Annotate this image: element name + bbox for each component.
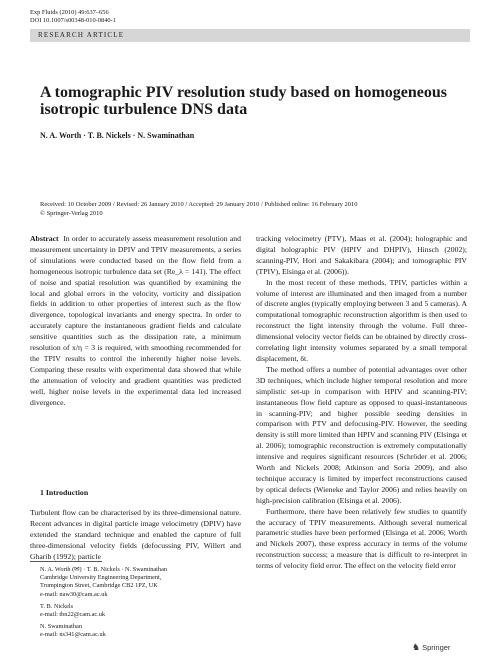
copyright-notice: © Springer-Verlag 2010 <box>40 209 103 217</box>
introduction-paragraph <box>30 508 241 563</box>
article-type-label: RESEARCH ARTICLE <box>38 30 125 39</box>
abstract-label: Abstract <box>30 234 59 243</box>
right-column <box>256 234 467 572</box>
paper-title: A tomographic PIV resolution study based on homogeneous isotropic turbulence DNS data <box>40 84 448 118</box>
footnote-email-nickels[interactable]: e-mail: tbn22@cam.ac.uk <box>40 611 106 619</box>
footnote-email-worth[interactable]: e-mail: naw30@cam.ac.uk <box>40 590 108 598</box>
received-dates: Received: 10 October 2009 / Revised: 26 January 2010 / Accepted: 29 January 2010 / Published online: 16 February 2010 <box>40 201 358 208</box>
right-paragraph-3: The method offers a number of potential advantages over other 3D techniques, which include higher temporal resolution and more simplistic set-up in comparison with HPIV and scanning-PIV; instantaneous flow field capture as opposed to quasi-instantaneous in scanning-PIV; and higher possible seeding densities in comparison with PTV and defocusing-PIV. However, the seeding density is still more limited than HPIV and scanning PIV (Elsinga et al. 2006); tomographic reconstruction is extremely computationally intensive and requires significant resources (Schröder et al. 2006; Worth and Nickels 2008; Atkinson and Soria 2009), and also technique accuracy is limited by imperfect reconstructions caused by optical defects (Wieneke and Taylor 2006) and relies heavily on high-precision calibration (Elsinga et al. 2006). <box>256 364 467 505</box>
journal-doi: DOI 10.1007/s00348-010-0840-1 <box>30 17 116 25</box>
publisher-name: Springer <box>422 643 451 652</box>
introduction-heading: 1 Introduction <box>40 488 89 497</box>
article-type-bar <box>30 29 470 42</box>
footnote-authors: N. A. Worth (✉) · T. B. Nickels · N. Swaminathan <box>40 566 168 573</box>
publisher-footer <box>412 642 450 653</box>
right-paragraph-2: In the most recent of these methods, TPIV, particles within a volume of interest are illuminated and then imaged from a number of discrete angles (typically employing between 3 and 5 cameras). A computational tomographic reconstruction algorithm is then used to reconstruct the light intensity through the volume. Full three-dimensional velocity vector fields can be obtained by directly cross-correlating light intensity volumes separated by a small temporal displacement, δt. <box>256 277 467 363</box>
abstract-section <box>30 234 241 409</box>
footnote-rule <box>30 561 102 562</box>
right-paragraph-4: Furthermore, there have been relatively few studies to quantify the accuracy of TPIV measurements. Although several numerical parametric studies have been performed (Elsinga et al. 2006; Worth and Nickels 2007), these express accuracy in terms of the volume reconstruction success; a measure that is difficult to re-interpret in terms of velocity field error. The effect on the velocity field error <box>256 506 467 571</box>
footnote-nickels: T. B. Nickels <box>40 602 74 610</box>
footnote-affiliation: Cambridge University Engineering Department, <box>40 574 162 582</box>
publication-dates <box>40 201 358 218</box>
journal-header <box>30 9 116 26</box>
intro-text: Turbulent flow can be characterised by its three-dimensional nature. Recent advances in digital particle image velocimetry (DPIV) have extended the standard technique and enabled the capture of full three-dimensional velocity fields (defocussing PIV, Willert and Gharib (1992); particle <box>30 508 241 561</box>
author-list: N. A. Worth · T. B. Nickels · N. Swaminathan <box>40 131 195 140</box>
springer-horse-icon: ♞ <box>412 642 421 652</box>
footnote-swaminathan: N. Swaminathan <box>40 623 82 631</box>
journal-citation: Exp Fluids (2010) 49:637–656 <box>30 9 109 16</box>
footnote-address: Trumpington Street, Cambridge CB2 1PZ, UK <box>40 582 158 590</box>
abstract-text: In order to accurately assess measurement resolution and measurement uncertainty in DPIV and TPIV measurements, a series of simulations were conducted based on the flow field from a homogeneous isotropic turbulence data set (Re_λ = 141). The effect of noise and spatial resolution was quantified by examining the local and global errors in the velocity, vorticity and dissipation fields in addition to other properties of interest such as the flow divergence, topological invariants and energy spectra. In order to accurately capture the instantaneous gradient fields and calculate sensitive quantities such as the dissipation rate, a minimum resolution of x/η = 3 is required, with smoothing recommended for the TPIV results to control the inherently higher noise levels. Comparing these results with experimental data showed that while the attenuation of velocity and gradient quantities was predicted well, higher noise levels in the experimental data led increased divergence. <box>30 234 241 407</box>
author-footnotes <box>40 566 167 644</box>
footnote-email-swaminathan[interactable]: e-mail: ns341@cam.ac.uk <box>40 631 106 639</box>
right-paragraph-1: tracking velocimetry (PTV), Maas et al. (2004); holographic and digital holographic PIV (HPIV and DHPIV), Hinsch (2002); scanning-PIV, Hori and Sakakibara (2004); and tomographic PIV (TPIV), Elsinga et al. (2006)). <box>256 234 467 276</box>
